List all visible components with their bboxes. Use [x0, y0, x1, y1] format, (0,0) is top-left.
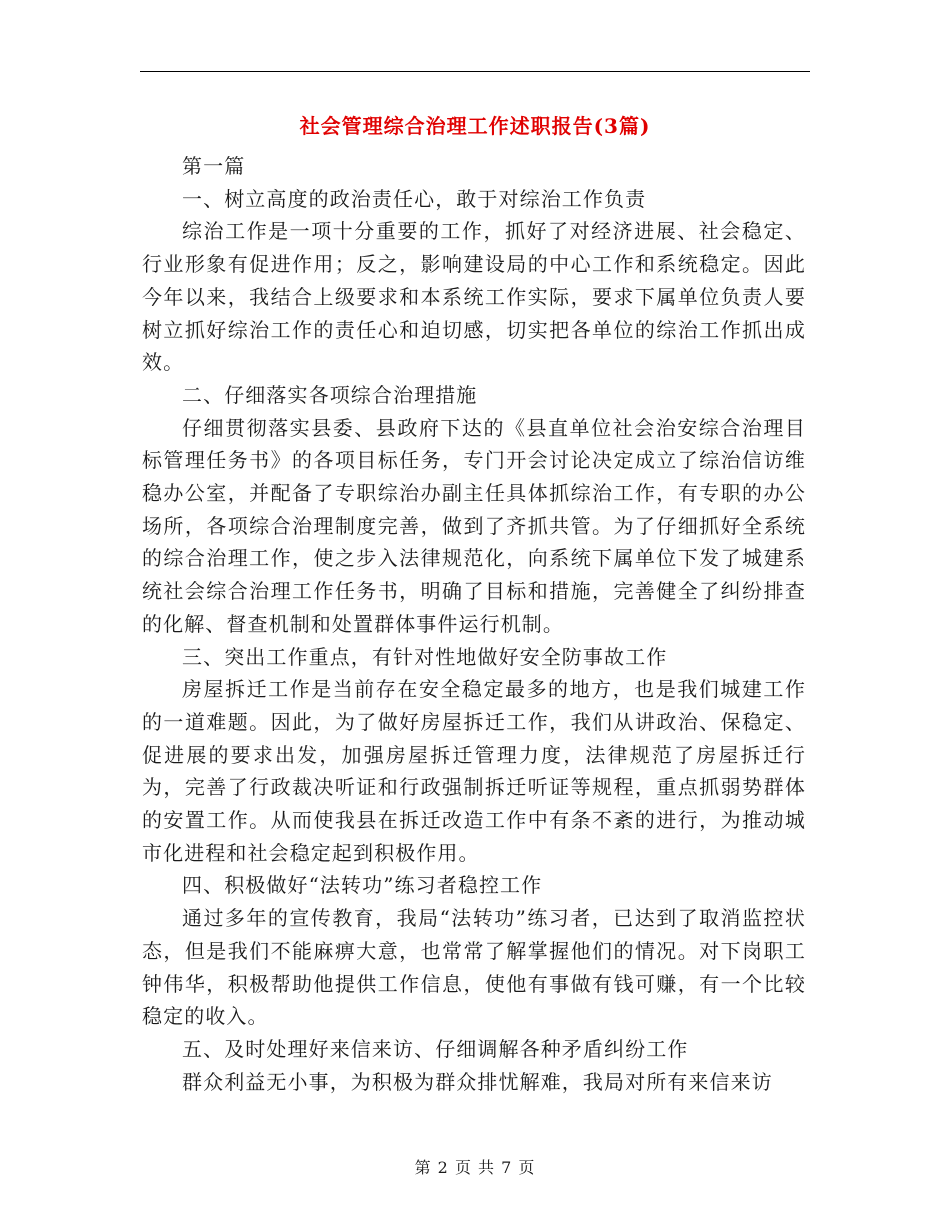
body-paragraph: 通过多年的宣传教育，我局“法转功”练习者，已达到了取消监控状态，但是我们不能麻痹大意，也常常了解掌握他们的情况。对下岗职工钟伟华，积极帮助他提供工作信息，使他有事做有钱可赚，有一个比较稳定的收入。: [142, 906, 806, 1029]
page-footer: 第 2 页 共 7 页: [414, 1158, 536, 1177]
body-paragraph: 房屋拆迁工作是当前存在安全稳定最多的地方，也是我们城建工作的一道难题。因此，为了做好房屋拆迁工作，我们从讲政治、保稳定、促进展的要求出发，加强房屋拆迁管理力度，法律规范了房屋拆迁行为，完善了行政裁决听证和行政强制拆迁听证等规程，重点抓弱势群体的安置工作。从而使我县在拆迁改造工作中有条不紊的进行，为推动城市化进程和社会稳定起到积极作用。: [142, 677, 806, 865]
header-rule: [140, 71, 810, 72]
document-title: 社会管理综合治理工作述职报告(3篇): [299, 114, 651, 138]
section-heading: 三、突出工作重点，有针对性地做好安全防事故工作: [182, 644, 668, 669]
section-heading: 四、积极做好“法转功”练习者稳控工作: [182, 873, 543, 898]
body-paragraph: 仔细贯彻落实县委、县政府下达的《县直单位社会治安综合治理目标管理任务书》的各项目标任务，专门开会讨论决定成立了综治信访维稳办公室，并配备了专职综治办副主任具体抓综治工作，有专职的办公场所，各项综合治理制度完善，做到了齐抓共管。为了仔细抓好全系统的综合治理工作，使之步入法律规范化，向系统下属单位下发了城建系统社会综合治理工作任务书，明确了目标和措施，完善健全了纠纷排查的化解、督查机制和处置群体事件运行机制。: [142, 415, 806, 636]
section-heading: 五、及时处理好来信来访、仔细调解各种矛盾纠纷工作: [182, 1036, 689, 1061]
section-heading: 第一篇: [182, 154, 246, 178]
document-body: [142, 150, 806, 1098]
section-heading: 二、仔细落实各项综合治理措施: [182, 382, 478, 407]
body-paragraph: 群众利益无小事，为积极为群众排忧解难，我局对所有来信来访: [182, 1069, 773, 1094]
section-heading: 一、树立高度的政治责任心，敢于对综治工作负责: [182, 186, 647, 211]
body-paragraph: 综治工作是一项十分重要的工作，抓好了对经济进展、社会稳定、行业形象有促进作用；反之，影响建设局的中心工作和系统稳定。因此今年以来，我结合上级要求和本系统工作实际，要求下属单位负责人要树立抓好综治工作的责任心和迫切感，切实把各单位的综治工作抓出成效。: [142, 219, 806, 375]
